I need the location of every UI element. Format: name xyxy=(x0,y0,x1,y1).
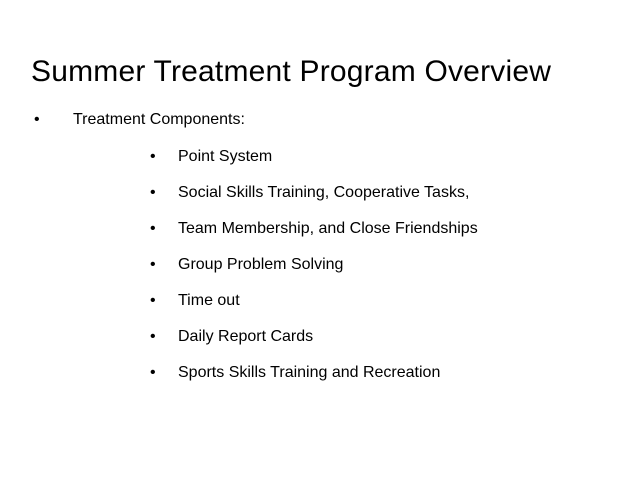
slide-title: Summer Treatment Program Overview xyxy=(31,55,552,88)
sub-bullet-label: Group Problem Solving xyxy=(178,256,344,273)
sub-bullet-item xyxy=(150,327,570,347)
sub-bullet-item xyxy=(150,183,570,203)
sub-bullet-label: Sports Skills Training and Recreation xyxy=(178,364,441,381)
main-bullet-item xyxy=(34,110,334,130)
sub-bullet-label: Time out xyxy=(178,292,240,309)
main-bullet-label: Treatment Components: xyxy=(73,111,245,128)
sub-bullet-label: Social Skills Training, Cooperative Tasks, xyxy=(178,184,470,201)
bullet-icon: • xyxy=(150,328,156,345)
sub-bullet-item xyxy=(150,219,570,239)
bullet-icon: • xyxy=(150,256,156,273)
bullet-icon: • xyxy=(150,184,156,201)
sub-bullet-label: Daily Report Cards xyxy=(178,328,314,345)
sub-bullet-item xyxy=(150,363,570,383)
bullet-icon: • xyxy=(34,111,40,128)
bullet-icon: • xyxy=(150,220,156,237)
sub-bullet-item xyxy=(150,147,570,167)
bullet-icon: • xyxy=(150,148,156,165)
sub-bullet-label: Team Membership, and Close Friendships xyxy=(178,220,478,237)
bullet-icon: • xyxy=(150,292,156,309)
bullet-icon: • xyxy=(150,364,156,381)
sub-bullet-label: Point System xyxy=(178,148,273,165)
sub-bullet-item xyxy=(150,291,570,311)
sub-bullet-item xyxy=(150,255,570,275)
